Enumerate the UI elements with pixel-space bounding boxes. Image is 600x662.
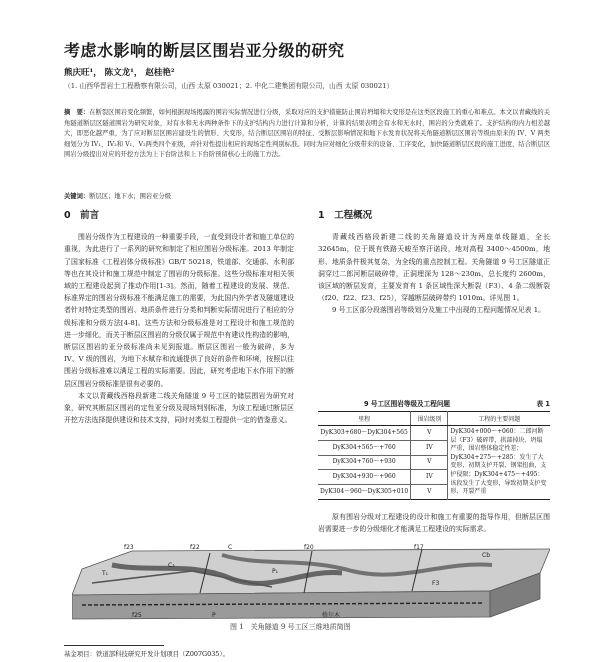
table-1 (318, 411, 550, 500)
table-cell-grade: V (411, 426, 448, 441)
label-t1: T₁ (102, 570, 109, 577)
section-1-paragraph-2: 9 号工区部分段落围岩等级划分及施工中出现的工程问题情况见表 1。 (332, 306, 545, 315)
paper-title: 考虑水影响的断层区围岩亚分级的研究 (64, 41, 345, 60)
table-header-grade: 围岩级别 (411, 412, 448, 426)
keywords-label: 关键词： (64, 193, 90, 200)
label-c3: C₃ (168, 562, 175, 569)
keywords: 断层区；地下水；围岩亚分级 (89, 193, 172, 200)
label-f3: F3 (432, 580, 440, 587)
label-f17: f17 (414, 544, 424, 551)
label-p1: P₁ (272, 568, 279, 575)
label-f23: f23 (124, 544, 134, 551)
table-cell-mileage: DyK303+680～DyK304+565 (320, 428, 408, 436)
footnote: 基金项目：铁道部科技研究开发计划项目（Z007G035）。 (64, 650, 229, 658)
authors: 熊庆旺¹， 陈文龙¹， 赵桂艳² (64, 68, 175, 78)
table-cell-grade: IV (411, 440, 448, 455)
affiliations: （1. 山西华晋岩土工程勘察有限公司，山西 太原 030021；2. 中化二建集团有限公司，山西 太原 030021） (64, 82, 394, 90)
table-cell-problems: DyK304+000～+060：二郎河断层（F3）破碎带，拱部掉块、坍塌严重，围岩整体稳定性差；DyK304+275～+285：发生了大变形，初期支护开裂、钢架扭曲，支护侵限；DyK304+475～+495：该段发生了大变形，导致初期支护变形、开裂严重 (448, 426, 550, 500)
right-column (318, 210, 550, 317)
left-column (64, 210, 294, 426)
section-1-paragraph-3: 原有围岩分级对工程建设的设计和施工有重要的指导作用，但断层区围岩需要进一步的分级细化才能满足工程建设的实际需求。 (318, 513, 550, 534)
geologic-block-diagram (72, 543, 550, 621)
abstract (64, 108, 550, 161)
label-cb: Cb (482, 552, 490, 559)
label-f22: f22 (190, 544, 200, 551)
table-cell-mileage: DyK304+930～+960 (318, 470, 411, 485)
table-1-title-line (318, 398, 550, 408)
table-header-problems: 工程的主要问题 (448, 412, 550, 426)
keywords-line (64, 191, 550, 200)
label-c: C (228, 544, 233, 551)
abstract-label: 摘 要： (64, 109, 90, 116)
table-cell-grade: V (411, 455, 448, 470)
table-cell-mileage: DyK304～960～DyK305+010 (318, 485, 411, 500)
table-cell-mileage: DyK304+565～+760 (318, 440, 411, 455)
table-row (318, 426, 550, 441)
table-cell-mileage: DyK304+760～+930 (318, 455, 411, 470)
label-f25: f25 (132, 612, 142, 619)
abstract-text: 在断裂区围岩变化频繁，如何根据现场揭露的围岩实际情况进行分级，采取对应的支护措施防止围岩坍塌和大变形是在这类区段施工的重心和难点。本文以青藏线的关角隧道断层区隧道围岩为研究对象，对有水和无水两种条件下的支护结构内力进行计算和分析，计算的结果表明会有水和无水时，围岩的分类就难了。支护结构的内力相差越大，即恶化越严重，为了应对断层区围岩建设生的情形、大变形，结合断层区围岩的特征、受断层影响情况和地下水发育状况将关角隧道断层区围岩等级由原来的 IV、V 两类细划分为 IV₁、IV₂和 V₁、V₂两类四个亚级，并针对性提出相应的现场定性判别标准。同时为应对细化分级带来的设备、工序变化，加快隧道断层区段的施工进度，结合断层区围岩分级提出对应的开挖方法为上下台阶法和上下台阶预留核心土的施工方法。 (64, 109, 551, 159)
section-1-heading: 1 工程概况 (318, 210, 373, 221)
right-column-continued (318, 511, 550, 535)
section-0-paragraph-2: 本文以青藏线西格段新建二线关角隧道 9 号工区的储层围岩为研究对象，研究其断层区围岩的定性亚分级及现场判别标准，为该工程通过断层区开挖方法选择提供建设和技术支持，同时对类似工程提供一定的借鉴意义。 (64, 391, 294, 425)
label-f20: f20 (304, 544, 314, 551)
label-town: 格尔木 (322, 612, 341, 619)
section-0-heading: 0 前言 (64, 210, 100, 221)
table-cell-grade: V (411, 485, 448, 500)
table-1-label: 表 1 (536, 400, 550, 408)
section-1-paragraph-1: 青藏线西格段新建二线的关角隧道设计为两座单线隧道，全长 32645m，位于既有铁路天峻至察汗诺段，地对高程 3400～4500m，地形、地质条件极其复杂，为全线的重点控制工程。关角隧道 9 号工区隧道正洞穿过二郎河断层破碎带，正洞埋深为 128～230m，总长度约 2600m，该区域的断层发育，主要发育有 1 条区域性深大断裂（F3）、4 条二级断裂（f20、f22、f23、f25），穿越断层破碎带约 1010m。详见图 1。 (318, 233, 550, 303)
table-header-mileage: 里程 (318, 412, 411, 426)
section-0-paragraph-1: 围岩分级作为工程建设的一种重要手段，一直受到设计者和施工单位的重视，为此进行了一系列的研究和制定了相应围岩分级标准。2013 年制定了国家标准《工程岩体分级标准》GB/T 50218，铁道部、交通部、水利部等也在其设计和施工规范中制定了围岩的分级标准。这些分级标准对相关领域的工程建设起到了推动作用[1-3]。然而，随着工程建设的发展、规范、标准界定的围岩分级标准不能满足施工的需要，为此国内外学者及隧道建设者针对特定类型的围岩、地质条件进行分类和判断实际情况进行了相应的分级标准和分级方法[4-8]。这些方法和分级标准是对工程设计和施工规范的进一步细化，而关于断层区围岩的分级仅属于规范中有建议性构造的影响，断层区围岩的亚分级标准尚未见到报道。断层区围岩一般为破碎，多为 IV、V 级的围岩，为地下水赋存和流通提供了良好的条件和环境，按照以往围岩分级标准难以满足工程的实际需要。因此，研究考虑地下水作用下的断层区围岩分级标准是很有必要的。 (64, 233, 294, 388)
footnote-divider (64, 645, 164, 646)
table-cell-grade: IV (411, 470, 448, 485)
label-p: P (212, 612, 216, 619)
figure-1-caption: 图 1 关角隧道 9 号工区三维地质简图 (230, 623, 351, 631)
table-1-title: 9 号工区围岩等级及工程问题 (364, 400, 451, 408)
